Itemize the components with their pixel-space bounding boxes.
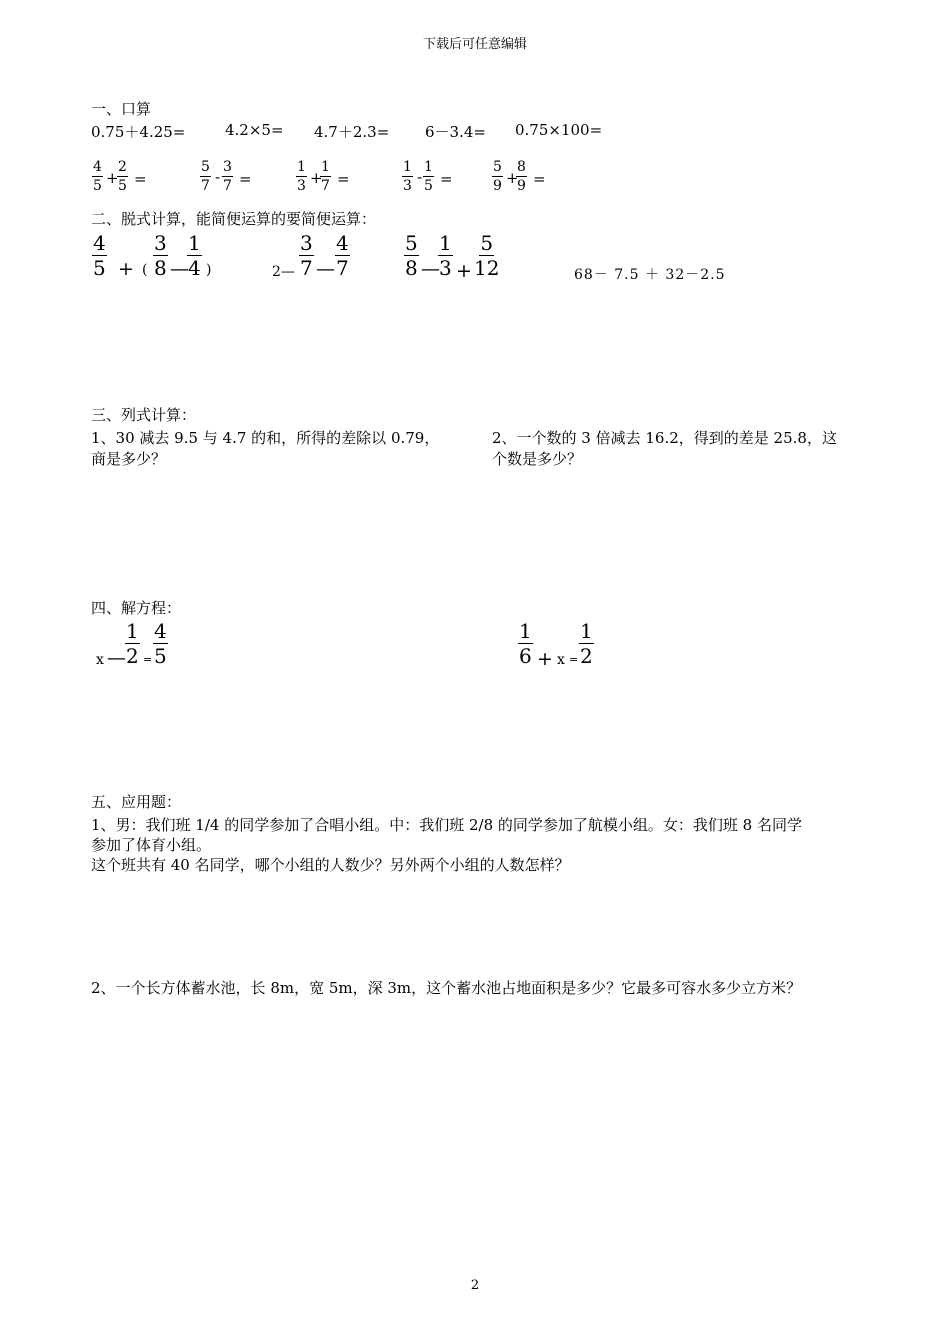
equals-sign: =: [337, 170, 350, 188]
question-2-line-1: 2、一个数的 3 倍减去 16.2，得到的差是 25.8，这: [492, 429, 837, 447]
fraction: $\frac{5}{8}$: [405, 231, 418, 280]
fraction: $\frac{1}{2}$: [126, 619, 139, 668]
question-1-line-1: 1、30 减去 9.5 与 4.7 的和，所得的差除以 0.79，: [91, 429, 440, 447]
page-number: 2: [470, 1278, 480, 1293]
oral-item: 4.2×5=: [225, 121, 284, 139]
application-1-line-1: 1、男：我们班 1/4 的同学参加了合唱小组。中：我们班 2/8 的同学参加了航模小组。女：我们班 8 名同学: [91, 816, 802, 834]
fraction: $\frac{3}{7}$: [300, 231, 313, 280]
application-1-line-2: 参加了体育小组。: [91, 836, 212, 854]
variable-x: x: [557, 652, 565, 668]
operator: +: [537, 648, 553, 670]
question-2-line-2: 个数是多少？: [492, 450, 583, 468]
fraction: $\frac{5}{9}$: [493, 159, 502, 194]
operator: —: [170, 258, 189, 280]
oral-item: 0.75×100=: [515, 121, 603, 139]
calc-expression-4: 68－ 7.5 ＋ 32－2.5: [574, 267, 726, 283]
left-paren: (: [142, 262, 148, 278]
section-5-title: 五、应用题：: [91, 793, 182, 811]
operator: +: [106, 169, 119, 187]
oral-item: 4.7＋2.3=: [314, 123, 390, 141]
fraction: $\frac{1}{6}$: [519, 619, 532, 668]
operator: +: [310, 169, 323, 187]
fraction: $\frac{2}{5}$: [118, 159, 127, 194]
equals-sign: =: [134, 170, 147, 188]
section-3-title: 三、列式计算：: [91, 406, 197, 424]
application-1-line-3: 这个班共有 40 名同学，哪个小组的人数少？另外两个小组的人数怎样？: [91, 856, 570, 874]
fraction: $\frac{1}{3}$: [439, 231, 452, 280]
operator: -: [215, 168, 221, 186]
question-1-line-2: 商是多少？: [91, 450, 167, 468]
fraction: $\frac{4}{5}$: [93, 159, 102, 194]
fraction: $\frac{5}{7}$: [201, 159, 210, 194]
right-paren: ): [206, 262, 212, 278]
fraction: $\frac{1}{4}$: [188, 231, 201, 280]
fraction: $\frac{1}{3}$: [403, 159, 412, 194]
operator: +: [506, 169, 519, 187]
fraction: $\frac{1}{5}$: [424, 159, 433, 194]
equals-sign: =: [143, 653, 153, 666]
fraction: $\frac{1}{2}$: [580, 619, 593, 668]
equals-sign: =: [569, 653, 579, 666]
equals-sign: =: [440, 170, 453, 188]
fraction: $\frac{1}{7}$: [321, 159, 330, 194]
operator: —: [107, 647, 126, 669]
operator: —: [421, 258, 440, 280]
fraction: $\frac{1}{3}$: [297, 159, 306, 194]
fraction: $\frac{3}{7}$: [223, 159, 232, 194]
section-1-title: 一、口算: [91, 100, 152, 118]
equals-sign: =: [533, 170, 546, 188]
fraction: $\frac{8}{9}$: [517, 159, 526, 194]
fraction: $\frac{3}{8}$: [154, 231, 167, 280]
fraction: $\frac{5}{12}$: [474, 231, 500, 280]
fraction: $\frac{4}{5}$: [93, 231, 106, 280]
variable-x: x: [96, 652, 104, 668]
page-header: 下载后可任意编辑: [422, 37, 527, 52]
oral-item: 6－3.4=: [425, 123, 486, 141]
application-2: 2、一个长方体蓄水池，长 8m，宽 5m，深 3m，这个蓄水池占地面积是多少？它最多可容水多少立方米？: [91, 979, 802, 997]
equals-sign: =: [239, 170, 252, 188]
section-2-title: 二、脱式计算，能简便运算的要简便运算：: [91, 210, 377, 228]
operator: +: [456, 260, 472, 282]
section-4-title: 四、解方程：: [91, 599, 182, 617]
expression-lead: 2—: [272, 264, 295, 280]
fraction: $\frac{4}{7}$: [336, 231, 349, 280]
oral-item: 0.75＋4.25=: [91, 123, 186, 141]
operator: -: [417, 168, 423, 186]
fraction: $\frac{4}{5}$: [154, 619, 167, 668]
operator: +: [118, 258, 134, 280]
operator: —: [316, 258, 335, 280]
